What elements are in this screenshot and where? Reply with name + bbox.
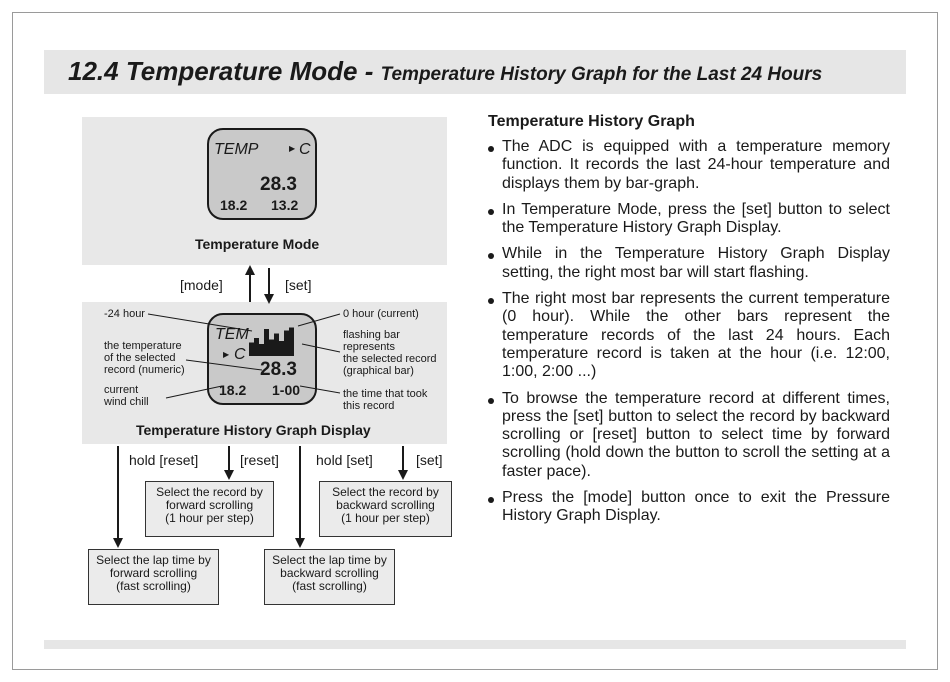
bullet-text: In Temperature Mode, press the [set] button to select the Temperature History Graph Display.: [502, 200, 890, 237]
bullet-text: The right most bar represents the current temperature (0 hour). While the other bars represent the temperature records of the last 24 hours. Each temperature record is taken at the hour (i.e. 12:00, 1:00, 2:00 ...): [502, 290, 890, 381]
callout-line: the selected record: [343, 353, 437, 365]
callout-line: the time that took: [343, 388, 428, 400]
box-line: (fast scrolling): [116, 579, 191, 593]
box-line: Select the lap time by: [272, 553, 387, 567]
box-line: (fast scrolling): [292, 579, 367, 593]
callout-line: of the selected: [104, 352, 176, 364]
history-lcd-reading: 28.3: [260, 359, 297, 380]
bullet-dot: [488, 398, 494, 404]
lcd-pointer-icon: ▶: [289, 144, 296, 153]
bullet-dot: [488, 209, 494, 215]
bullet-item: [488, 489, 890, 526]
box-line: (1 hour per step): [165, 511, 254, 525]
bullet-item: [488, 390, 890, 481]
title-main: 12.4 Temperature Mode -: [68, 56, 381, 86]
title-sub: Temperature History Graph for the Last 24 Hours: [380, 64, 823, 85]
history-lcd-right-value: 1-00: [272, 382, 301, 398]
box-line: Select the record by: [156, 485, 263, 499]
box-line: forward scrolling: [109, 566, 198, 580]
callout-minus-24-hour: -24 hour: [104, 308, 145, 320]
bullet-text: Press the [mode] button once to exit the Pressure History Graph Display.: [502, 489, 890, 525]
bullet-dot: [488, 253, 494, 259]
bullet-item: [488, 290, 890, 381]
footer-band: [44, 640, 906, 649]
history-lcd-pointer-icon: ▶: [223, 350, 230, 359]
callout-line: wind chill: [104, 396, 149, 408]
box-line: Select the lap time by: [96, 553, 211, 567]
callout-line: current: [104, 384, 139, 396]
leader-selected-temp: [186, 360, 262, 370]
bullet-item: [488, 138, 890, 193]
leader-minus-24: [148, 314, 252, 331]
history-lcd-left-value: 18.2: [219, 382, 247, 398]
leader-wind-chill: [166, 386, 222, 398]
leader-flashing-bar: [302, 344, 340, 352]
lcd-reading: 28.3: [260, 174, 297, 195]
callout-line: this record: [343, 400, 395, 412]
bullet-text: The ADC is equipped with a temperature memory function. It records the last 24-hour temperature and displays them by bar-graph.: [502, 138, 890, 192]
box-line: (1 hour per step): [341, 511, 430, 525]
callout-line: record (numeric): [104, 364, 185, 376]
callout-line: (graphical bar): [343, 365, 414, 377]
bullet-item: [488, 245, 890, 282]
lcd-left-value: 18.2: [220, 197, 248, 213]
bullet-list: [488, 138, 890, 534]
box-line: backward scrolling: [280, 566, 379, 580]
temperature-mode-caption: Temperature Mode: [195, 236, 320, 252]
bullet-dot: [488, 146, 494, 152]
history-lcd-temp-label: TEM: [215, 326, 249, 343]
box-line: Select the record by: [332, 485, 439, 499]
bullet-text: To browse the temperature record at different times, press the [set] button to select the record by backward scrolling or [reset] button to select time by forward scrolling (hold down the button to scroll the setting at a faster pace).: [502, 389, 890, 480]
leader-zero-hour: [298, 314, 340, 326]
callout-line: flashing bar: [343, 329, 400, 341]
box-line: backward scrolling: [336, 498, 435, 512]
bullet-text: While in the Temperature History Graph Display setting, the right most bar will start flashing.: [502, 245, 890, 281]
hold-set-label: hold [set]: [316, 452, 373, 468]
bullet-dot: [488, 497, 494, 503]
bullet-dot: [488, 298, 494, 304]
section-heading: Temperature History Graph: [488, 113, 695, 130]
bullet-item: [488, 201, 890, 238]
lcd-unit-label: C: [299, 141, 311, 158]
mode-button-label: [mode]: [180, 277, 223, 293]
callout-line: represents: [343, 341, 395, 353]
history-lcd-unit-label: C: [234, 346, 246, 363]
lcd-right-value: 13.2: [271, 197, 299, 213]
lcd-temp-label: TEMP: [214, 141, 259, 158]
callout-zero-hour: 0 hour (current): [343, 308, 419, 320]
history-graph-caption: Temperature History Graph Display: [136, 422, 371, 438]
box-line: forward scrolling: [165, 498, 254, 512]
set-label: [set]: [416, 452, 443, 468]
leader-time-took: [300, 386, 340, 393]
hold-reset-label: hold [reset]: [129, 452, 199, 468]
callout-line: the temperature: [104, 340, 182, 352]
set-button-label: [set]: [285, 277, 312, 293]
reset-label: [reset]: [240, 452, 279, 468]
